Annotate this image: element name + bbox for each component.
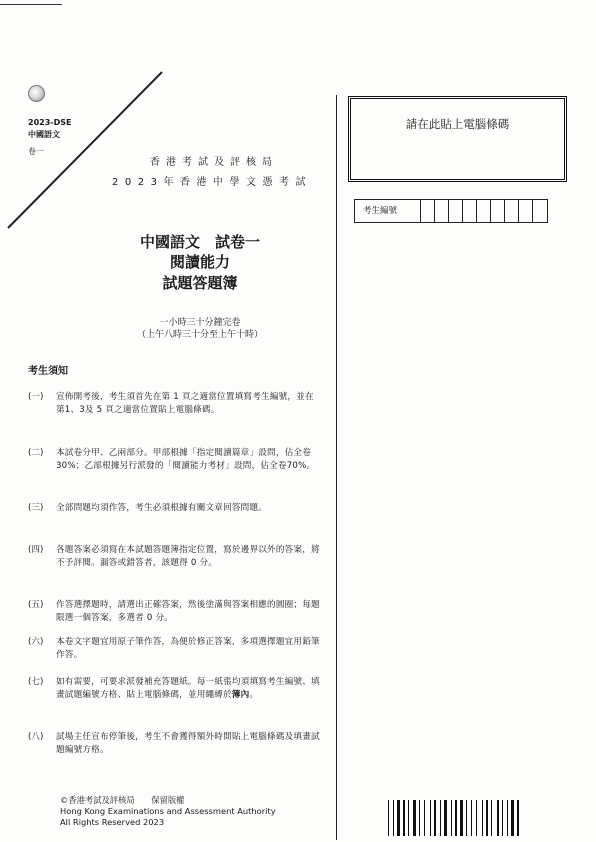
instruction-text: 宣佈開考後，考生須首先在第 1 頁之適當位置填寫考生編號，並在第1、3及 5 頁之適當位置貼上電腦條碼。	[56, 392, 314, 415]
candidate-digit-cell[interactable]	[519, 200, 533, 222]
barcode-bar	[403, 800, 405, 836]
candidate-digit-cell[interactable]	[533, 200, 547, 222]
barcode-bar	[507, 800, 508, 836]
candidate-digit-cell[interactable]	[505, 200, 519, 222]
barcode-bar	[491, 800, 492, 836]
barcode-bar	[511, 800, 514, 836]
instruction-number: (四)	[28, 545, 44, 555]
instruction-number: (一)	[28, 392, 44, 402]
barcode-bar	[451, 800, 452, 836]
instruction-item	[28, 731, 322, 757]
candidate-number-field[interactable]	[354, 199, 548, 223]
barcode-bar	[430, 800, 431, 836]
candidate-digit-cell[interactable]	[491, 200, 505, 222]
instruction-text	[56, 676, 322, 702]
barcode-bar	[476, 800, 477, 836]
instruction-item	[28, 502, 322, 515]
barcode-box-label: 請在此貼上電腦條碼	[405, 117, 510, 131]
barcode-bar	[497, 800, 499, 836]
instruction-text: 各題答案必須寫在本試題答題簿指定位置，寫於邊界以外的答案，將不予評閱。漏答或錯答者，該題得 0 分。	[56, 545, 320, 568]
instruction-emphasis: 簿內	[231, 690, 250, 700]
duration: 一小時三十分鐘完卷	[159, 318, 241, 328]
barcode-bar	[413, 800, 416, 836]
instruction-number: (五)	[28, 600, 44, 610]
instructions-heading: 考生須知	[28, 366, 68, 377]
instruction-number: (七)	[28, 677, 44, 687]
punch-hole	[28, 85, 45, 102]
paper-title: 中國語文 試卷一	[139, 233, 260, 251]
barcode-bar	[419, 800, 420, 836]
paper-subtitle: 閱讀能力	[169, 253, 230, 271]
barcode-image	[388, 800, 580, 836]
instruction-item	[28, 447, 322, 473]
barcode-bar	[393, 800, 394, 836]
candidate-digit-cell[interactable]	[435, 200, 449, 222]
copyright-notice	[60, 795, 276, 828]
barcode-bar	[388, 800, 389, 836]
instruction-number: (八)	[28, 732, 44, 742]
barcode-bar	[466, 800, 467, 836]
barcode-bar	[517, 800, 519, 836]
barcode-bar	[455, 800, 457, 836]
instruction-text: 本試卷分甲、乙兩部分。甲部根據「指定閱讀篇章」設問，佔全卷30%；乙部根據另行派發的「閱讀能力考材」設問，佔全卷70%。	[56, 448, 316, 471]
exam-subject: 中國語文	[28, 130, 60, 139]
barcode-bar	[502, 800, 503, 836]
barcode-bar	[424, 800, 425, 836]
instruction-text: 本卷文字題宜用原子筆作答，為便於修正答案，多項選擇題宜用鉛筆作答。	[56, 637, 320, 660]
barcode-bar	[434, 800, 436, 836]
copyright-line-chinese: ©香港考試及評核局 保留版權	[60, 795, 185, 805]
instruction-text: 作答選擇題時，請選出正確答案，然後塗滿與答案相應的圓圈；每題限選一個答案，多選者 0 分。	[56, 600, 320, 623]
barcode-bar	[460, 800, 463, 836]
copyright-line-english: Hong Kong Examinations and Assessment Authority	[60, 806, 276, 816]
instruction-text-end: 。	[249, 690, 259, 700]
copyright-line-rights: All Rights Reserved 2023	[60, 817, 165, 827]
instruction-item	[28, 676, 322, 702]
instruction-number: (三)	[28, 503, 44, 513]
barcode-bar	[408, 800, 409, 836]
exam-code-year: 2023-DSE	[28, 118, 72, 127]
candidate-digit-cell[interactable]	[449, 200, 463, 222]
instruction-item	[28, 544, 322, 570]
barcode-bar	[440, 800, 441, 836]
instruction-number: (六)	[28, 637, 44, 647]
exam-name: 2023年香港中學文憑考試	[112, 177, 312, 188]
candidate-digit-cell[interactable]	[463, 200, 477, 222]
barcode-bar	[471, 800, 472, 836]
exam-code	[28, 117, 71, 141]
candidate-number-label: 考生編號	[355, 200, 421, 222]
barcode-bar	[486, 800, 488, 836]
instruction-text: 全部問題均須作答，考生必須根據有關文章回答問題。	[56, 503, 268, 513]
barcode-bar	[397, 800, 400, 836]
booklet-title: 試題答題簿	[162, 274, 238, 292]
candidate-digit-cell[interactable]	[477, 200, 491, 222]
barcode-label-box	[348, 96, 567, 182]
instruction-text: 試場主任宣布停筆後，考生不會獲得額外時間貼上電腦條碼及填畫試題編號方格。	[56, 732, 320, 755]
barcode-bar	[482, 800, 483, 836]
paper-number: 卷一	[28, 147, 44, 156]
instruction-number: (二)	[28, 448, 44, 458]
instruction-item	[28, 599, 322, 625]
exam-time: （上午八時三十分至上午十時）	[136, 330, 263, 340]
instruction-item	[28, 636, 322, 662]
instruction-item	[28, 391, 322, 417]
instruction-text-part: 如有需要，可要求派發補充答題紙。每一紙張均須填寫考生編號、填畫試題編號方格、貼上電腦條碼，並用繩縛於	[56, 677, 320, 700]
authority-name: 香港考試及評核局	[150, 157, 278, 168]
column-divider	[336, 95, 337, 840]
barcode-bar	[444, 800, 447, 836]
candidate-digit-cell[interactable]	[421, 200, 435, 222]
